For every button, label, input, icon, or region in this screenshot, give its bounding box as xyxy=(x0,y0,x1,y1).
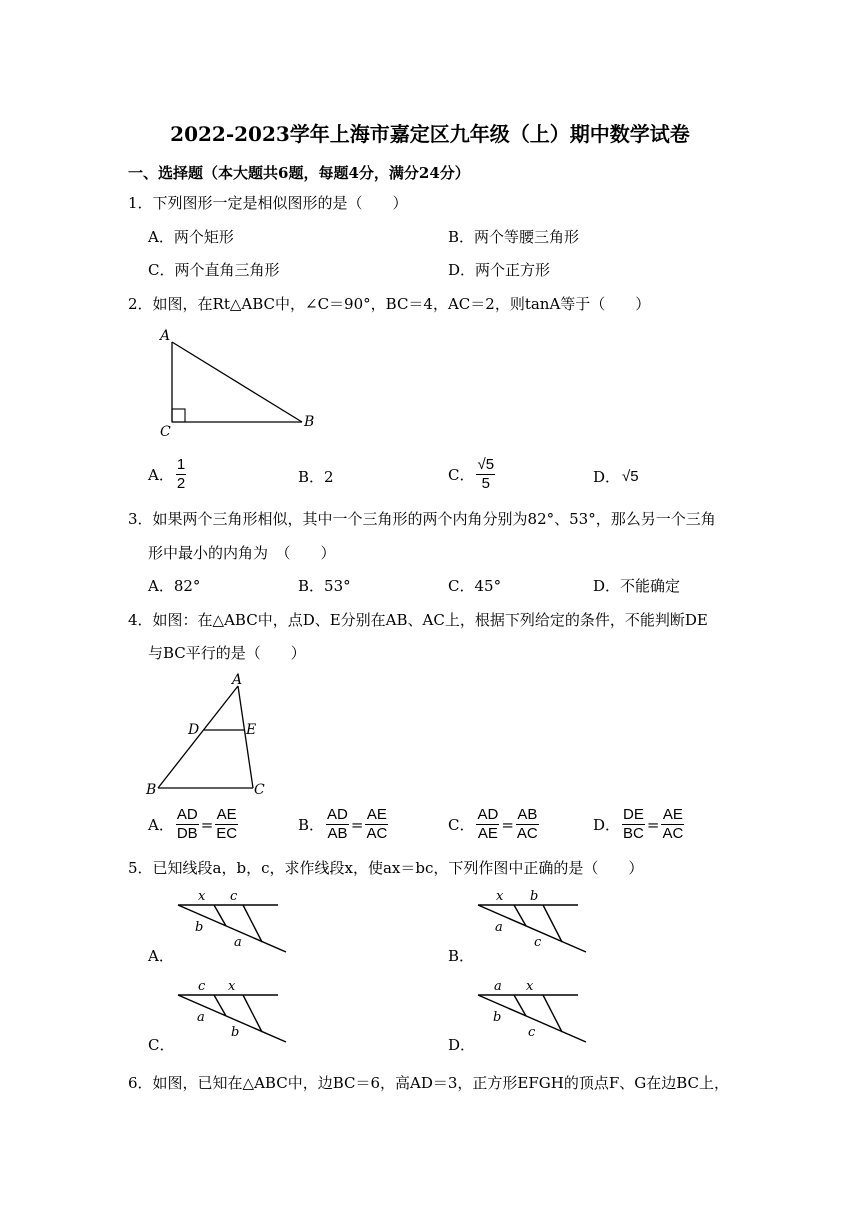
q3-option-b[interactable]: B．53° xyxy=(298,577,351,595)
q2-label-c: C xyxy=(160,424,171,440)
q4-option-d[interactable]: D． $\frac{DE}{BC}$ = $\frac{AE}{AC}$ xyxy=(593,806,684,842)
q2-label-a: A xyxy=(160,328,171,344)
q3-option-a[interactable]: A．82° xyxy=(148,577,201,595)
page-title: 2022-2023学年上海市嘉定区九年级（上）期中数学试卷 xyxy=(170,122,690,146)
question-4-stem-line1: 4．如图：在△ABC中，点D、E分别在AB、AC上，根据下列给定的条件，不能判断DE xyxy=(128,611,708,629)
svg-text:b: b xyxy=(530,889,539,904)
q5-figure-b xyxy=(468,885,598,957)
svg-text:c: c xyxy=(534,935,542,950)
q5-option-d[interactable]: D． xyxy=(448,1036,476,1054)
q1-option-d[interactable]: D．两个正方形 xyxy=(448,261,551,279)
question-4-stem-line2: 与BC平行的是（ ） xyxy=(148,644,306,662)
svg-text:x: x xyxy=(496,889,504,904)
q4-label-c: C xyxy=(254,782,265,798)
q4-option-a[interactable]: A． $\frac{AD}{DB}$ = $\frac{AE}{EC}$ xyxy=(148,806,238,842)
svg-text:b: b xyxy=(493,1010,502,1025)
q4-label-b: B xyxy=(146,782,157,798)
svg-text:a: a xyxy=(197,1010,205,1025)
svg-text:c: c xyxy=(230,889,238,904)
question-2-stem: 2．如图，在Rt△ABC中，∠C＝90°，BC＝4，AC＝2，则tanA等于（ ） xyxy=(128,295,651,313)
q1-option-b[interactable]: B．两个等腰三角形 xyxy=(448,228,580,246)
svg-text:x: x xyxy=(198,889,206,904)
q1-option-c[interactable]: C．两个直角三角形 xyxy=(148,261,280,279)
svg-text:a: a xyxy=(234,935,242,950)
question-1-stem: 1．下列图形一定是相似图形的是（ ） xyxy=(128,194,408,212)
svg-text:x: x xyxy=(526,979,534,994)
question-5-stem: 5．已知线段a，b，c，求作线段x，使ax＝bc，下列作图中正确的是（ ） xyxy=(128,859,644,877)
q3-option-d[interactable]: D．不能确定 xyxy=(593,577,681,595)
q2-label-b: B xyxy=(304,414,315,430)
svg-text:c: c xyxy=(528,1025,536,1040)
q5-figure-c xyxy=(168,975,298,1047)
q4-label-e: E xyxy=(246,722,257,738)
section-heading: 一、选择题（本大题共6题，每题4分，满分24分） xyxy=(128,164,470,182)
q2-option-b[interactable]: B．2 xyxy=(298,468,334,486)
svg-text:b: b xyxy=(195,920,204,935)
q2-right-triangle-figure xyxy=(150,326,330,441)
q5-option-b[interactable]: B． xyxy=(448,947,475,965)
q5-figure-a xyxy=(168,885,298,957)
q3-option-c[interactable]: C．45° xyxy=(448,577,502,595)
q4-option-b[interactable]: B． $\frac{AD}{AB}$ = $\frac{AE}{AC}$ xyxy=(298,806,388,842)
svg-text:x: x xyxy=(228,979,236,994)
q5-option-a[interactable]: A． xyxy=(148,947,174,965)
q5-option-c[interactable]: C． xyxy=(148,1036,175,1054)
svg-text:c: c xyxy=(198,979,206,994)
q4-triangle-figure xyxy=(140,670,280,800)
q4-label-a: A xyxy=(232,672,243,688)
question-3-stem-line2: 形中最小的内角为 （ ） xyxy=(148,544,336,562)
q4-option-c[interactable]: C． $\frac{AD}{AE}$ = $\frac{AB}{AC}$ xyxy=(448,806,538,842)
q5-figure-d xyxy=(468,975,598,1047)
q2-option-c[interactable]: C． $\frac{√5}{5}$ xyxy=(448,456,495,492)
svg-text:a: a xyxy=(495,920,503,935)
q2-option-d[interactable]: D． √5 xyxy=(593,468,639,486)
svg-text:b: b xyxy=(231,1025,240,1040)
q1-option-a[interactable]: A．两个矩形 xyxy=(148,228,234,246)
question-6-stem: 6．如图，已知在△ABC中，边BC＝6，高AD＝3，正方形EFGH的顶点F、G在边BC上， xyxy=(128,1074,730,1092)
q2-option-a[interactable]: A． $\frac{1}{2}$ xyxy=(148,456,186,492)
q4-label-d: D xyxy=(188,722,200,738)
svg-text:a: a xyxy=(494,979,502,994)
question-3-stem-line1: 3．如果两个三角形相似，其中一个三角形的两个内角分别为82°、53°，那么另一个三角 xyxy=(128,510,716,528)
